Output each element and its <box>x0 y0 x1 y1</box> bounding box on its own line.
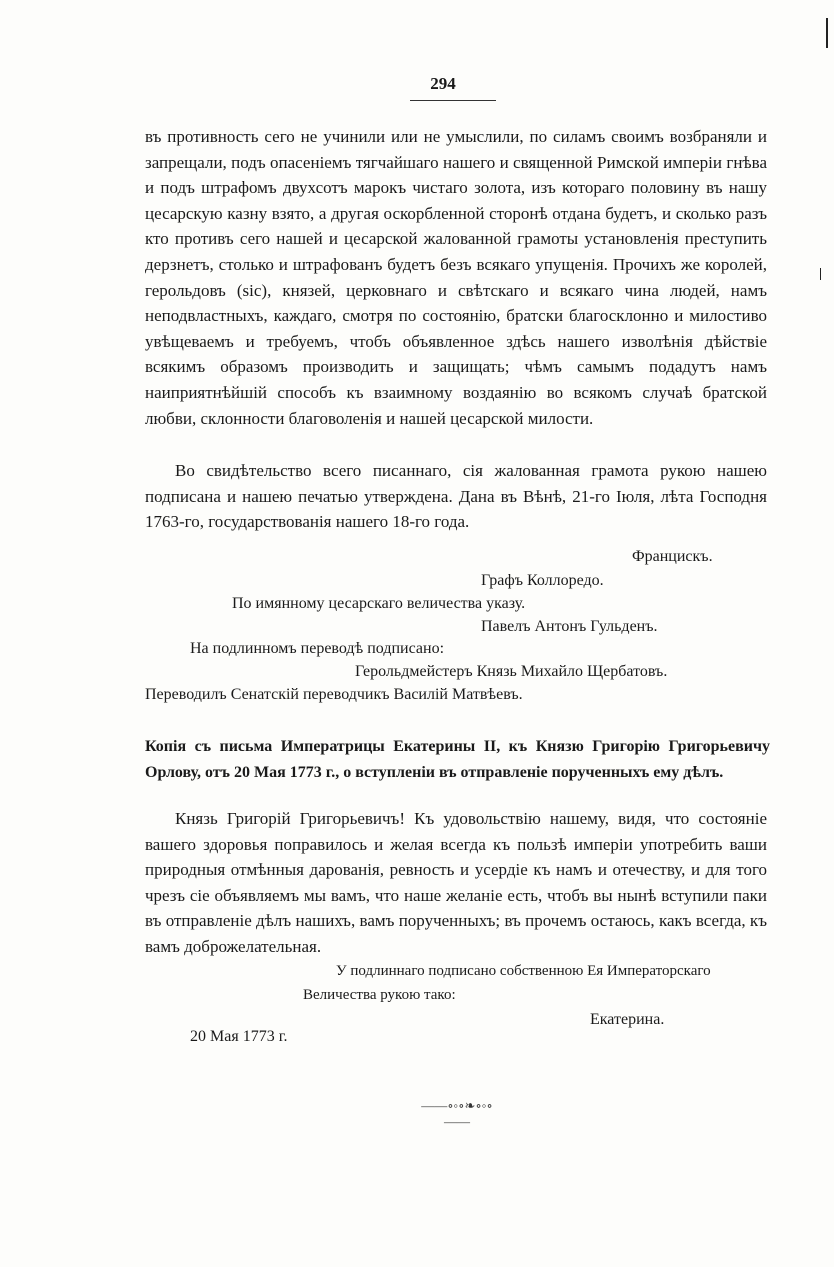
scan-margin-speck <box>820 268 821 280</box>
end-ornament: ——∘◦∘❧∘◦∘—— <box>421 1098 493 1129</box>
scan-margin-mark <box>826 18 828 48</box>
signature-franz: Францискъ. <box>632 548 713 565</box>
signature-ekaterina: Екатерина. <box>590 1011 665 1028</box>
translator-line: Переводилъ Сенатскій переводчикъ Василій Матвѣевъ. <box>145 686 523 703</box>
signature-shcherbatov: Герольдмейстеръ Князь Михайло Щербатовъ. <box>355 663 668 680</box>
signature-note-line-1: У подлиннаго подписано собственною Ея Императорскаго <box>336 963 711 979</box>
letter-body: Князь Григорій Григорьевичъ! Къ удовольствію нашему, видя, что состояніе вашего здоровья поправилось и желая всегда къ пользѣ имперіи употребить ваши природныя отмѣнныя дарованія, ревность и усердіе къ намъ и отечеству, и для того чрезъ сіе объявляемъ мы вамъ, что наше желаніе есть, чтобъ вы нынѣ вступили паки въ отправленіе дѣлъ нашихъ, вамъ порученныхъ; въ прочемъ остаюсь, какъ всегда, къ вамъ доброжелательная. <box>145 809 767 956</box>
signature-note-line-2: Величества рукою тако: <box>303 987 456 1003</box>
page-number-rule <box>410 100 496 101</box>
body-paragraph-1: въ противность сего не учинили или не умыслили, по силамъ своимъ возбраняли и запрещали, подъ опасеніемъ тягчайшаго нашего и священной Римской имперіи гнѣва и подъ штрафомъ двухсотъ марокъ чистаго золота, изъ котораго половину въ нашу цесарскую казну взято, а другая оскорбленной сторонѣ отдана будетъ, и сколько разъ кто противъ сего нашей и цесарской жалованной грамоты установленія преступить дерзнетъ, столько и штрафованъ будетъ безъ всякаго упущенія. Прочихъ же королей, герольдовъ (sic), князей, церковнаго и свѣтскаго и всякаго чина людей, намъ неподвластныхъ, каждаго, смотря по состоянію, братски благосклонно и милостиво увѣщеваемъ и требуемъ, чтобъ объявленное здѣсь нашего изволѣнія дѣйствіе всякимъ образомъ производить и защищать; чѣмъ самымъ подадутъ намъ наиприятнѣйшій способъ къ взаимному воздаянію во всякомъ случаѣ братской любви, склонности благоволенія и нашей цесарской милости. <box>145 127 767 428</box>
letter-date: 20 Мая 1773 г. <box>190 1028 288 1045</box>
page-number: 294 <box>430 74 456 93</box>
signature-colloredo: Графъ Коллоредо. <box>481 572 604 589</box>
body-paragraph-2: Во свидѣтельство всего писаннаго, сія жалованная грамота рукою нашею подписана и нашею печатью утверждена. Дана въ Вѣнѣ, 21-го Іюля, лѣта Господня 1763-го, государствованія нашего 18-го года. <box>145 461 767 532</box>
original-note: На подлинномъ переводѣ подписано: <box>190 640 445 657</box>
signature-gulden: Павелъ Антонъ Гульденъ. <box>481 618 658 635</box>
decree-line: По имянному цесарскаго величества указу. <box>232 595 526 612</box>
letter-heading: Копія съ письма Императрицы Екатерины II, къ Князю Григорію Григорьевичу Орлову, отъ 20 Мая 1773 г., о вступленіи въ отправленіе порученныхъ ему дѣлъ. <box>145 738 770 781</box>
